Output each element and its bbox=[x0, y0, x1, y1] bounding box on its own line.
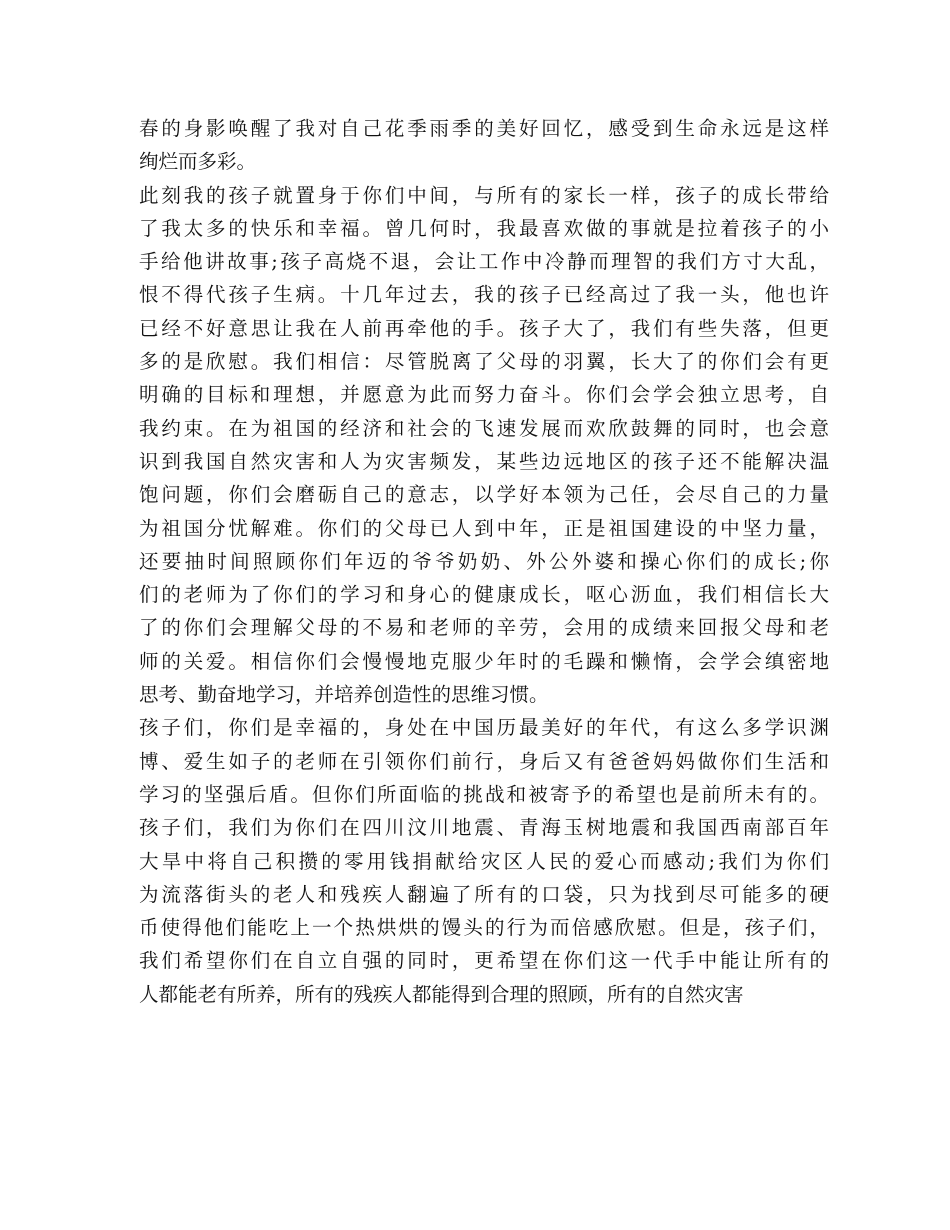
document-body bbox=[139, 112, 829, 1011]
text-line: 博、爱生如子的老师在引领你们前行，身后又有爸爸妈妈做你们生活和 bbox=[139, 749, 829, 773]
text-line: 恨不得代孩子生病。十几年过去，我的孩子已经高过了我一头，他也许 bbox=[139, 283, 829, 307]
text-line: 已经不好意思让我在人前再牵他的手。孩子大了，我们有些失落，但更 bbox=[139, 316, 829, 340]
text-line: 我约束。在为祖国的经济和社会的飞速发展而欢欣鼓舞的同时，也会意 bbox=[139, 416, 829, 440]
text-line: 识到我国自然灾害和人为灾害频发，某些边远地区的孩子还不能解决温 bbox=[139, 449, 829, 473]
text-line: 学习的坚强后盾。但你们所面临的挑战和被寄予的希望也是前所未有的。 bbox=[139, 782, 829, 806]
text-line: 为祖国分忧解难。你们的父母已人到中年，正是祖国建设的中坚力量， bbox=[139, 516, 829, 540]
text-line: 们的老师为了你们的学习和身心的健康成长，呕心沥血，我们相信长大 bbox=[139, 583, 829, 607]
text-line: 大旱中将自己积攒的零用钱捐献给灾区人民的爱心而感动;我们为你们 bbox=[139, 849, 829, 873]
text-line: 了我太多的快乐和幸福。曾几何时，我最喜欢做的事就是拉着孩子的小 bbox=[139, 216, 829, 240]
text-line: 此刻我的孩子就置身于你们中间，与所有的家长一样，孩子的成长带给 bbox=[139, 183, 829, 207]
text-line: 明确的目标和理想，并愿意为此而努力奋斗。你们会学会独立思考，自 bbox=[139, 383, 829, 407]
text-line: 多的是欣慰。我们相信：尽管脱离了父母的羽翼，长大了的你们会有更 bbox=[139, 350, 829, 374]
text-line: 我们希望你们在自立自强的同时，更希望在你们这一代手中能让所有的 bbox=[139, 949, 829, 973]
text-line: 还要抽时间照顾你们年迈的爷爷奶奶、外公外婆和操心你们的成长;你 bbox=[139, 549, 829, 573]
text-line: 饱问题，你们会磨砺自己的意志，以学好本领为己任，会尽自己的力量 bbox=[139, 483, 829, 507]
text-line: 了的你们会理解父母的不易和老师的辛劳，会用的成绩来回报父母和老 bbox=[139, 616, 829, 640]
text-line: 孩子们，你们是幸福的，身处在中国历最美好的年代，有这么多学识渊 bbox=[139, 716, 829, 740]
text-line: 师的关爱。相信你们会慢慢地克服少年时的毛躁和懒惰，会学会缜密地 bbox=[139, 649, 829, 673]
text-line: 绚烂而多彩。 bbox=[139, 150, 257, 174]
text-line: 手给他讲故事;孩子高烧不退，会让工作中冷静而理智的我们方寸大乱， bbox=[139, 250, 829, 274]
text-line: 春的身影唤醒了我对自己花季雨季的美好回忆，感受到生命永远是这样 bbox=[139, 117, 829, 140]
text-line: 为流落街头的老人和残疾人翻遍了所有的口袋，只为找到尽可能多的硬 bbox=[139, 882, 829, 906]
text-line: 孩子们，我们为你们在四川汶川地震、青海玉树地震和我国西南部百年 bbox=[139, 816, 829, 840]
text-line: 币使得他们能吃上一个热烘烘的馒头的行为而倍感欣慰。但是，孩子们， bbox=[139, 916, 829, 940]
text-line: 思考、勤奋地学习，并培养创造性的思维习惯。 bbox=[139, 683, 549, 707]
text-line: 人都能老有所养，所有的残疾人都能得到合理的照顾，所有的自然灾害 bbox=[139, 982, 744, 1006]
